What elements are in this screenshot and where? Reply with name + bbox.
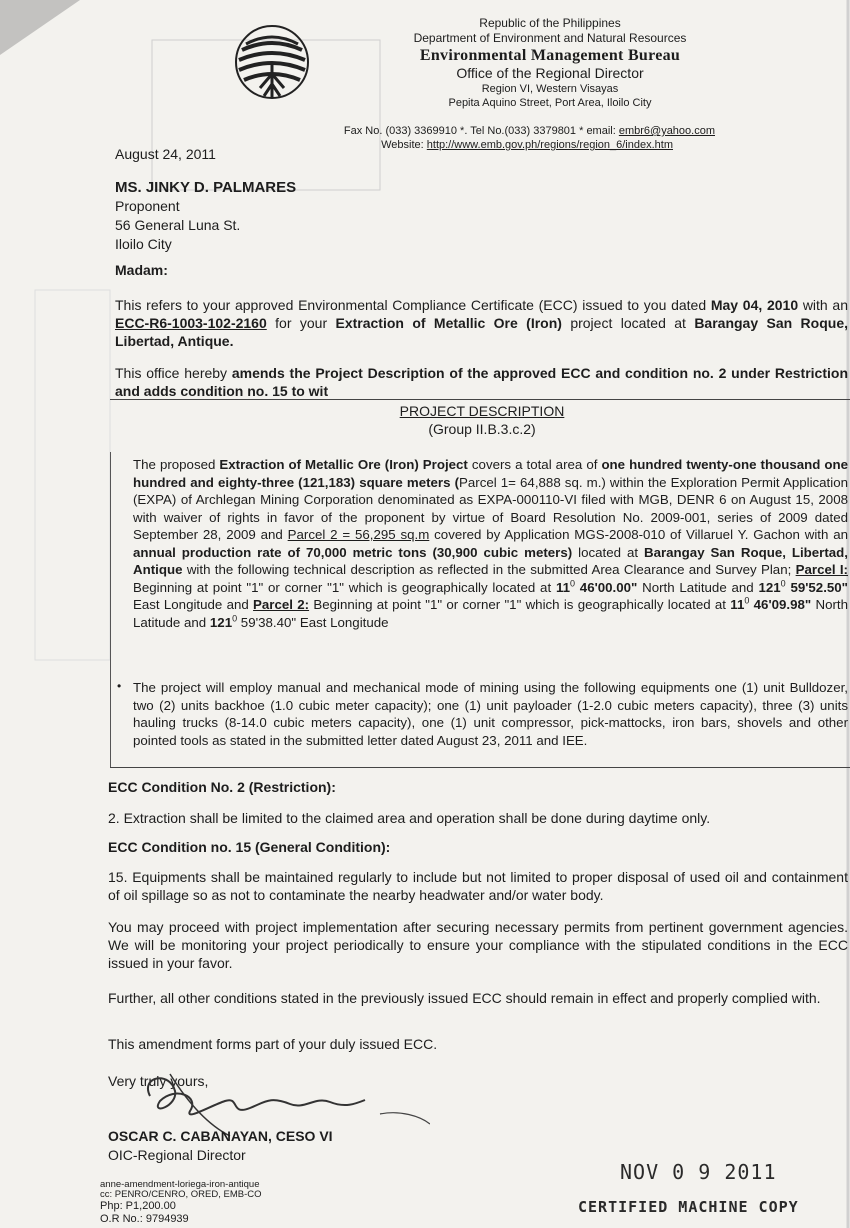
footer-amount: Php: P1,200.00 — [100, 1200, 176, 1212]
contact-phone: Fax No. (033) 3369910 *. Tel No.(033) 3379801 * email: — [343, 125, 616, 137]
signer-title: OIC-Regional Director — [108, 1147, 246, 1163]
received-date-stamp: NOV 0 9 2011 — [620, 1160, 777, 1184]
footer-cc: cc: PENRO/CENRO, ORED, EMB-CO — [100, 1189, 262, 1200]
letterhead-line-address: Pepita Aquino Street, Port Area, Iloilo City — [448, 97, 652, 109]
condition-2-heading: ECC Condition No. 2 (Restriction): — [108, 779, 336, 795]
paragraph-further: Further, all other conditions stated in the previously issued ECC should remain in effect and properly complied with. — [108, 990, 821, 1006]
recipient-city: Iloilo City — [115, 236, 172, 252]
box-left-border — [110, 452, 111, 768]
salutation: Madam: — [115, 262, 168, 278]
website-label: Website: — [381, 139, 424, 151]
letterhead-line-republic: Republic of the Philippines — [479, 16, 621, 30]
letterhead-contact — [305, 124, 715, 152]
letterhead — [385, 16, 715, 110]
condition-2-text: 2. Extraction shall be limited to the claimed area and operation shall be done during daytime only. — [108, 810, 711, 826]
emb-logo — [232, 22, 312, 102]
project-description-title: PROJECT DESCRIPTION — [399, 403, 565, 419]
letterhead-line-bureau: Environmental Management Bureau — [419, 47, 681, 64]
condition-15-heading: ECC Condition no. 15 (General Condition): — [108, 839, 391, 855]
project-description-group: (Group II.B.3.c.2) — [428, 421, 536, 437]
signer-name: OSCAR C. CABANAYAN, CESO VI — [108, 1128, 333, 1144]
footer-filename: anne-amendment-loriega-iron-antique — [100, 1179, 260, 1190]
letterhead-line-region: Region VI, Western Visayas — [481, 83, 619, 95]
closing: Very truly yours, — [108, 1073, 209, 1089]
footer-or-number: O.R No.: 9794939 — [100, 1212, 189, 1225]
divider-top — [110, 399, 850, 400]
letterhead-line-department: Department of Environment and Natural Resources — [413, 31, 687, 45]
project-description-text: The proposed Extraction of Metallic Ore (Iron) Project covers a total area of one hundred twenty-one thousand one hundred and eighty-three (121,183) square meters (Parcel 1= 64,888 sq. m.) within the Exploration Permit Application (EXPA) of Archlegan Mining Corporation denominated as EXPA-000110-VI filed with MGB, DENR 6 on August 15, 2008 with waiver of rights in favor of the proponent by virtue of Board Resolution No. 2009-001, series of 2009 dated September 28, 2009 and Parcel 2 = 56,295 sq.m covered by Application MGS-2008-010 of Villaruel Y. Gachon with an annual production rate of 70,000 metric tons (30,900 cubic meters) located at Barangay San Roque, Libertad, Antique with the following technical description as reflected in the submitted Area Clearance and Survey Plan; Parcel I: Beginning at point "1" or corner "1" which is geographically located at $11^0$ 46'00.00" North Latitude and $121^0$ 59'52.50" East Longitude and Parcel 2: Beginning at point "1" or corner "1" which is geographically located at $11^0$ 46'09.98" North Latitude and $121^0$ 59'38.40" East Longitude — [133, 457, 849, 630]
letter-date: August 24, 2011 — [115, 146, 216, 162]
project-equipment-text: The project will employ manual and mechanical mode of mining using the following equipments one (1) unit Bulldozer, two (2) units backhoe (1.0 cubic meter capacity); one (1) unit payloader (1-2.0 cubic meters capacity), three (3) units hauling trucks (8-14.0 cubic meters capacity), one (1) unit compressor, pick-mattocks, iron bars, shovels and other pointed tools as stated in the submitted letter dated August 23, 2011 and IEE. — [133, 680, 848, 748]
divider-bottom — [110, 767, 850, 768]
certified-copy-stamp: CERTIFIED MACHINE COPY — [578, 1198, 799, 1216]
recipient-role: Proponent — [115, 198, 180, 214]
paragraph-amendment: This office hereby amends the Project Description of the approved ECC and condition no. 2 under Restriction and adds condition no. 15 to wit — [115, 365, 848, 399]
contact-email-link[interactable]: embr6@yahoo.com — [618, 125, 715, 137]
recipient-street: 56 General Luna St. — [115, 217, 241, 233]
paragraph-proceed: You may proceed with project implementation after securing necessary permits from pertinent government agencies. We will be monitoring your project periodically to ensure your compliance with the stipulated conditions in the ECC issued in your favor. — [108, 919, 848, 971]
letterhead-line-office: Office of the Regional Director — [456, 65, 644, 81]
footer-notes — [100, 1180, 262, 1200]
paragraph-amendment-note: This amendment forms part of your duly issued ECC. — [108, 1036, 438, 1052]
paragraph-reference: This refers to your approved Environmental Compliance Certificate (ECC) issued to you dated May 04, 2010 with an ECC-R6-1003-102-2160 for your Extraction of Metallic Ore (Iron) project located at Barangay San Roque, Libertad, Antique. — [115, 297, 849, 349]
project-description-heading — [382, 402, 582, 438]
website-link[interactable]: http://www.emb.gov.ph/regions/region_6/index.htm — [426, 139, 673, 151]
condition-15-text: 15. Equipments shall be maintained regularly to include but not limited to proper disposal of used oil and containment of oil spillage so as not to contaminate the nearby headwater and/or water body. — [108, 869, 848, 903]
footer-payment — [100, 1200, 189, 1225]
recipient-address — [115, 178, 296, 254]
recipient-name: MS. JINKY D. PALMARES — [115, 179, 297, 196]
bullet-marker: • — [117, 679, 122, 693]
